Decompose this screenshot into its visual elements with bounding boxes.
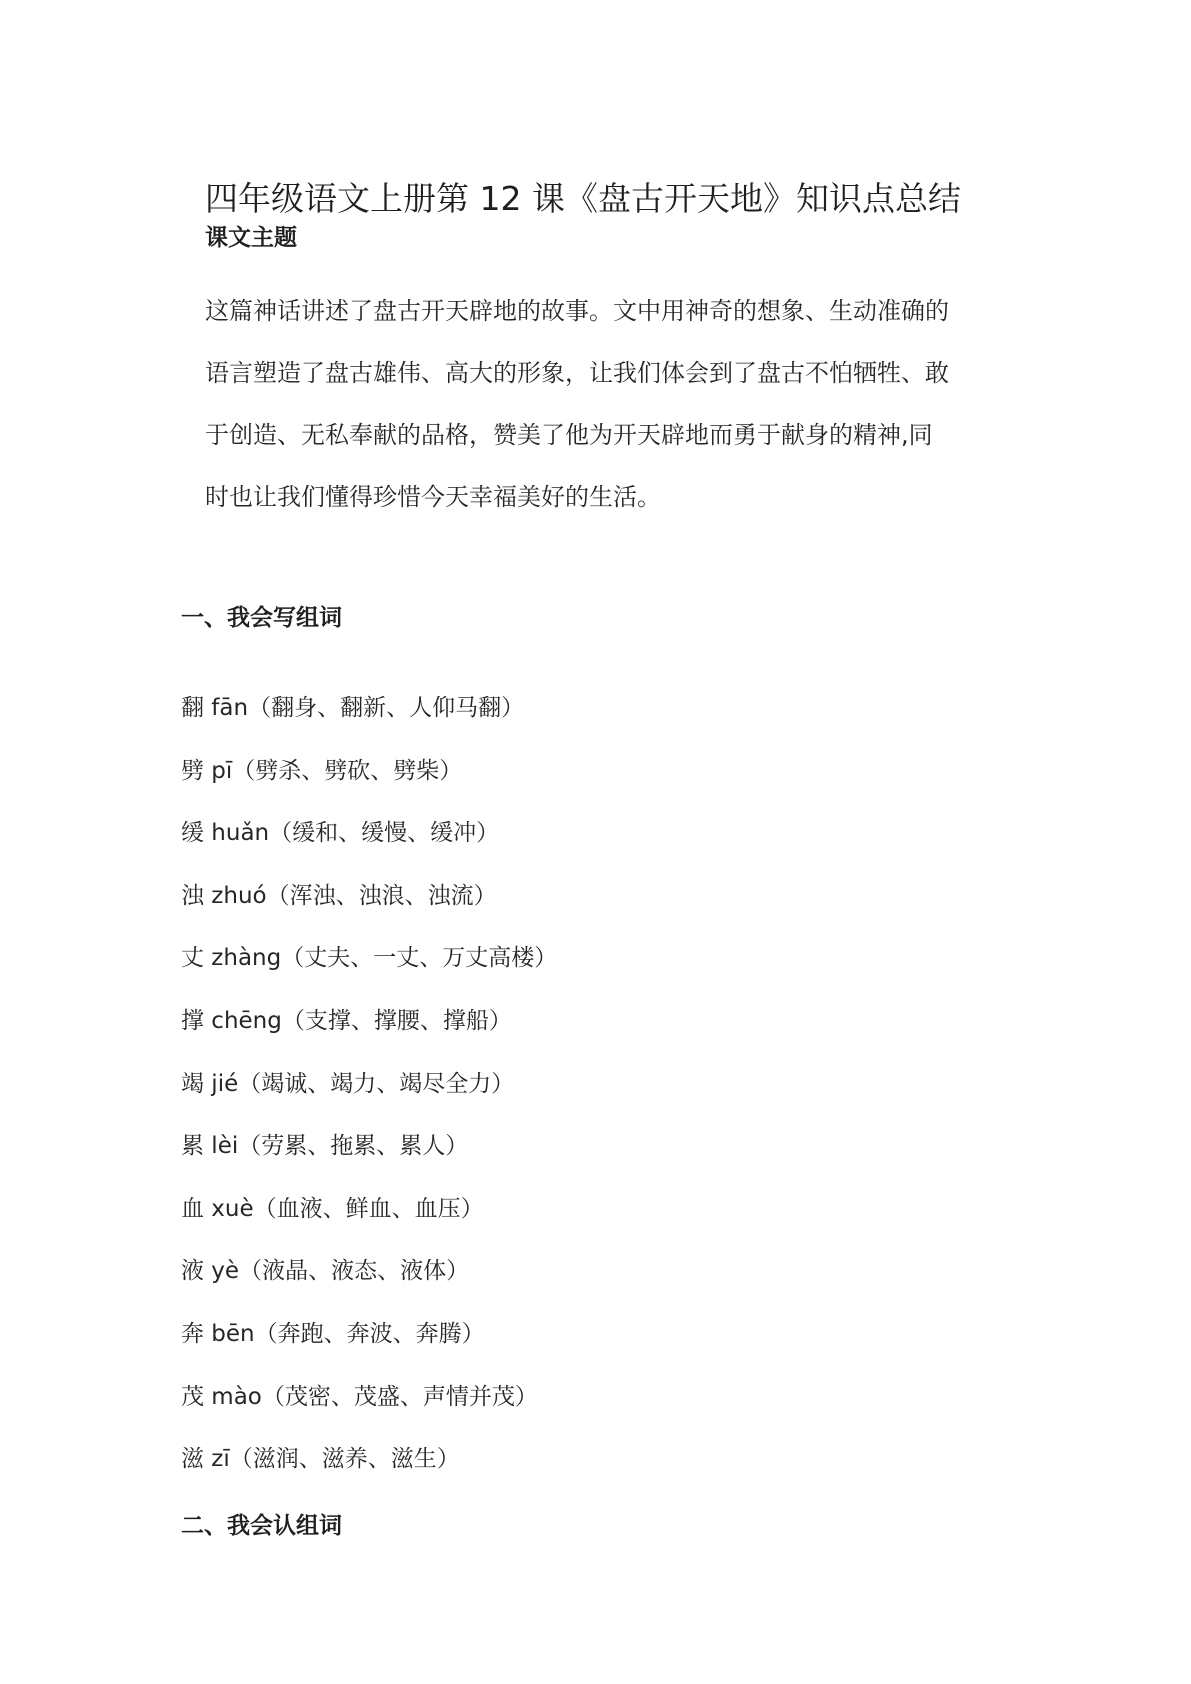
theme-line: 语言塑造了盘古雄伟、高大的形象，让我们体会到了盘古不怕牺牲、敢 bbox=[205, 359, 949, 387]
word-item: 滋 zī（滋润、滋养、滋生） bbox=[181, 1446, 460, 1473]
word-item: 撑 chēng（支撑、撑腰、撑船） bbox=[181, 1007, 512, 1034]
word-item: 浊 zhuó（浑浊、浊浪、浊流） bbox=[181, 882, 497, 909]
word-item: 翻 fān（翻身、翻新、人仰马翻） bbox=[181, 695, 525, 721]
word-list bbox=[181, 690, 557, 1504]
word-item: 茂 mào（茂密、茂盛、声情并茂） bbox=[181, 1383, 538, 1410]
section2-heading: 二、我会认组词 bbox=[181, 1513, 342, 1539]
theme-line: 于创造、无私奉献的品格，赞美了他为开天辟地而勇于献身的精神,同 bbox=[205, 421, 933, 449]
theme-line: 时也让我们懂得珍惜今天幸福美好的生活。 bbox=[205, 483, 661, 511]
word-item: 缓 huǎn（缓和、缓慢、缓冲） bbox=[181, 820, 500, 847]
word-item: 累 lèi（劳累、拖累、累人） bbox=[181, 1133, 469, 1160]
word-item: 丈 zhàng（丈夫、一丈、万丈高楼） bbox=[181, 945, 558, 972]
word-item: 液 yè（液晶、液态、液体） bbox=[181, 1258, 470, 1285]
word-item: 劈 pī（劈杀、劈砍、劈柴） bbox=[181, 757, 463, 784]
section1-heading: 一、我会写组词 bbox=[181, 605, 342, 631]
page-title: 四年级语文上册第 12 课《盘古开天地》知识点总结 bbox=[205, 179, 961, 219]
theme-heading: 课文主题 bbox=[205, 225, 297, 251]
theme-line: 这篇神话讲述了盘古开天辟地的故事。文中用神奇的想象、生动准确的 bbox=[205, 297, 949, 325]
word-item: 奔 bēn（奔跑、奔波、奔腾） bbox=[181, 1320, 485, 1347]
word-item: 竭 jié（竭诚、竭力、竭尽全力） bbox=[181, 1070, 515, 1097]
word-item: 血 xuè（血液、鲜血、血压） bbox=[181, 1195, 484, 1222]
theme-paragraph bbox=[205, 280, 995, 528]
